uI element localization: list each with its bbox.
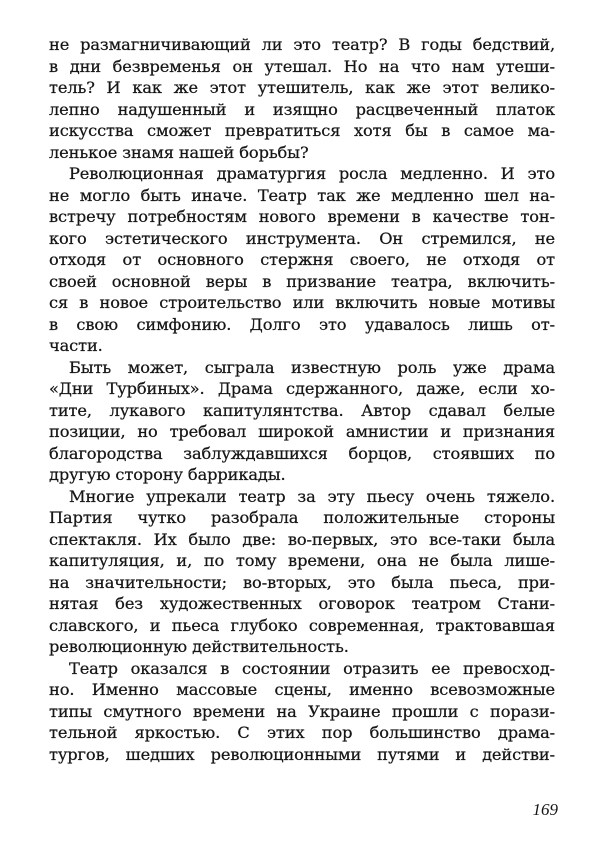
text-line: встречу потребностям нового времени в качестве тон- xyxy=(49,207,555,226)
text-line: капитуляция, и, по тому времени, она не была лише- xyxy=(49,551,555,570)
paragraph xyxy=(49,486,555,658)
text-line: «Дни Турбиных». Драма сдержанного, даже, если хо- xyxy=(49,379,555,398)
page-number: 169 xyxy=(532,800,558,819)
paragraph xyxy=(49,357,555,486)
text-line: благородства заблуждавшихся борцов, стоявших по xyxy=(49,443,555,463)
text-line: Театр оказался в состоянии отразить ее превосход- xyxy=(69,658,555,678)
text-line: кого эстетического инструмента. Он стремился, не xyxy=(49,228,555,248)
text-line: славского, и пьеса глубоко современная, трактовавшая xyxy=(49,615,555,635)
text-line: ленькое знамя нашей борьбы? xyxy=(49,142,309,162)
text-line: своей основной веры в призвание театра, включить- xyxy=(49,271,555,291)
paragraph xyxy=(49,34,555,163)
text-line: не размагничивающий ли это театр? В годы бедствий, xyxy=(49,35,555,54)
text-line: тельной яркостью. С этих пор большинство драма- xyxy=(49,723,555,742)
text-line: Быть может, сыграла известную роль уже драма xyxy=(69,357,555,377)
text-line: в дни безвременья он утешал. Но на что нам утеши- xyxy=(49,56,555,76)
text-line: тите, лукавого капитулянтства. Автор сдавал белые xyxy=(49,400,555,420)
text-line: искусства сможет превратиться хотя бы в самое ма- xyxy=(49,121,555,140)
text-line: на значительности; во-вторых, это была пьеса, при- xyxy=(49,572,555,592)
text-line: нятая без художественных оговорок театром Стани- xyxy=(49,594,555,613)
text-line: в свою симфонию. Долго это удавалось лишь от- xyxy=(49,314,555,334)
paragraph xyxy=(49,163,555,357)
text-line: другую сторону баррикады. xyxy=(49,465,286,484)
text-line: лепно надушенный и изящно расцвеченный платок xyxy=(49,99,555,119)
text-line: но. Именно массовые сцены, именно всевозможные xyxy=(49,680,555,699)
text-line: типы смутного времени на Украине прошли с порази- xyxy=(49,701,555,721)
text-line: Многие упрекали театр за эту пьесу очень тяжело. xyxy=(69,486,555,506)
text-line: Революционная драматургия росла медленно. И это xyxy=(69,164,555,183)
text-line: спектакля. Их было две: во-первых, это все-таки была xyxy=(49,529,555,549)
text-line: не могло быть иначе. Театр так же медленно шел на- xyxy=(49,185,555,205)
text-line: части. xyxy=(49,336,103,355)
book-page-text xyxy=(49,34,555,765)
paragraph xyxy=(49,658,555,766)
text-line: революционную действительность. xyxy=(49,637,349,656)
text-line: отходя от основного стержня своего, не отходя от xyxy=(49,250,555,269)
text-line: ся в новое строительство или включить новые мотивы xyxy=(49,293,555,312)
text-line: тель? И как же этот утешитель, как же этот велико- xyxy=(49,78,555,97)
text-line: Партия чутко разобрала положительные стороны xyxy=(49,508,555,527)
text-line: тургов, шедших революционными путями и действи- xyxy=(49,744,555,764)
text-line: позиции, но требовал широкой амнистии и признания xyxy=(49,422,555,441)
